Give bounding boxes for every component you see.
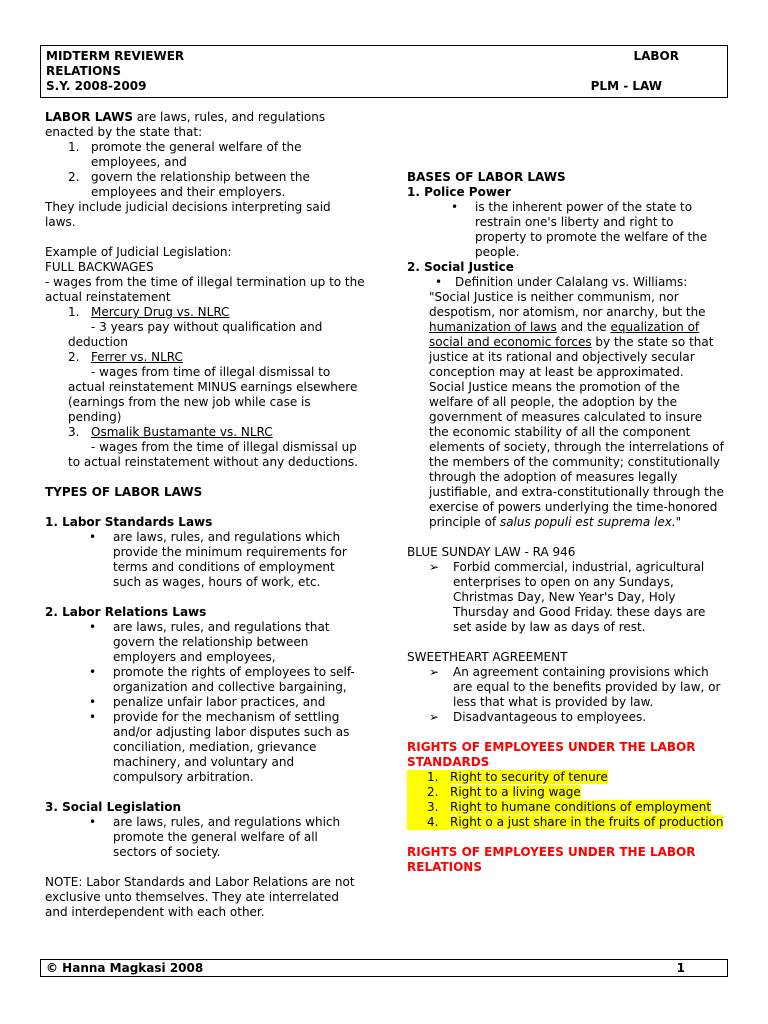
intro-text: are laws, rules, and regulations enacted by the state that: (45, 110, 326, 139)
list-item: • is the inherent power of the state to restrain one's liberty and right to property to promote the welfare of the people. (451, 200, 708, 259)
page-header (40, 45, 728, 98)
police-power-title: 1. Police Power (407, 185, 511, 199)
right-item: 4. Right o a just share in the fruits of production (407, 815, 725, 830)
bases-heading: BASES OF LABOR LAWS (407, 170, 566, 184)
list-item: • provide for the mechanism of settling and/or adjusting labor disputes such as conciliation, mediation, grievance machinery, and voluntary and compulsory arbitration. (89, 710, 350, 784)
case-item: 1. Mercury Drug vs. NLRC (45, 305, 365, 320)
header-title: MIDTERM REVIEWER (46, 49, 185, 63)
case-item: 2. Ferrer vs. NLRC (45, 350, 365, 365)
page-number: 1 (676, 961, 685, 975)
case-title: Osmalik Bustamante vs. NLRC (91, 425, 273, 439)
list-item: ➢ Forbid commercial, industrial, agricultural enterprises to open on any Sundays, Christmas Day, New Year's Day, Holy Thursday and Good Friday. these days are set aside by law as days of rest. (407, 560, 725, 635)
list-item: • Definition under Calalang vs. Williams: (435, 275, 688, 289)
list-item: • penalize unfair labor practices, and (89, 695, 326, 709)
header-school-year: S.Y. 2008-2009 (46, 79, 147, 93)
intro-tail: They include judicial decisions interpreting said laws. (45, 200, 331, 229)
case-desc: - wages from time of illegal dismissal to actual reinstatement MINUS earnings elsewhere (earnings from the new job while case is pending) (68, 365, 358, 424)
list-item: ➢ An agreement containing provisions which are equal to the benefits provided by law, or less that what is provided by law. (407, 665, 725, 710)
rights-relations-heading: RIGHTS OF EMPLOYEES UNDER THE LABOR RELATIONS (407, 845, 696, 874)
page-footer (40, 959, 728, 977)
case-title: Ferrer vs. NLRC (91, 350, 183, 364)
type-title: 2. Labor Relations Laws (45, 605, 207, 619)
footer-copyright: © Hanna Magkasi 2008 (46, 961, 204, 975)
social-justice-quote: "Social Justice is neither communism, nor despotism, nor atomism, nor anarchy, but the humanization of laws and the equalization of social and economic forces by the state so that justice at its rational and objectively secular conception may at least be approximated. Social Justice means the promotion of the welfare of all people, the adoption by the government of measures calculated to insure the economic stability of all the component elements of society, through the interrelations of the members of the community; constitutionally through the adoption of measures legally justifiable, and extra-constitutionally through the exercise of powers underlying the time-honored principle of salus populi est suprema lex." (429, 290, 724, 529)
right-item: 3. Right to humane conditions of employment (407, 800, 725, 815)
right-item: 2. Right to a living wage (407, 785, 725, 800)
case-item: 3. Osmalik Bustamante vs. NLRC (45, 425, 365, 440)
type-title: 3. Social Legislation (45, 800, 182, 814)
header-subject-cont: RELATIONS (46, 64, 121, 78)
sweetheart-heading: SWEETHEART AGREEMENT (407, 650, 568, 664)
case-title: Mercury Drug vs. NLRC (91, 305, 230, 319)
list-item: • are laws, rules, and regulations which promote the general welfare of all sectors of society. (89, 815, 341, 859)
rights-standards-heading: RIGHTS OF EMPLOYEES UNDER THE LABOR STANDARDS (407, 740, 696, 769)
right-item: 1. Right to security of tenure (407, 770, 725, 785)
types-heading: TYPES OF LABOR LAWS (45, 485, 203, 499)
arrow-bullet-icon: ➢ (429, 710, 440, 724)
backwages-desc: - wages from the time of illegal termination up to the actual reinstatement (45, 275, 365, 304)
note-paragraph: NOTE: Labor Standards and Labor Relations are not exclusive unto themselves. They ate interrelated and interdependent with each other. (45, 875, 355, 919)
type-title: 1. Labor Standards Laws (45, 515, 213, 529)
list-item: • are laws, rules, and regulations which provide the minimum requirements for terms and conditions of employment such as wages, hours of work, etc. (89, 530, 347, 589)
arrow-bullet-icon: ➢ (429, 560, 440, 574)
left-column (45, 110, 365, 920)
backwages-heading: FULL BACKWAGES (45, 260, 154, 274)
list-item: ➢ Disadvantageous to employees. (407, 710, 725, 725)
case-desc: - wages from the time of illegal dismissal up to actual reinstatement without any deductions. (68, 440, 358, 469)
header-subject: LABOR (633, 49, 679, 63)
list-item: • promote the rights of employees to self-organization and collective bargaining, (89, 665, 355, 694)
intro-paragraph (45, 110, 365, 140)
header-school: PLM - LAW (590, 79, 662, 93)
arrow-bullet-icon: ➢ (429, 665, 440, 679)
blue-sunday-heading: BLUE SUNDAY LAW - RA 946 (407, 545, 576, 559)
intro-term: LABOR LAWS (45, 110, 133, 124)
intro-item: 1. promote the general welfare of the employees, and (68, 140, 302, 169)
case-desc: - 3 years pay without qualification and deduction (68, 320, 323, 349)
intro-item: 2. govern the relationship between the employees and their employers. (68, 170, 310, 199)
example-heading: Example of Judicial Legislation: (45, 245, 232, 259)
right-column (407, 170, 725, 875)
list-item: • are laws, rules, and regulations that govern the relationship between employers and employees, (89, 620, 330, 664)
social-justice-title: 2. Social Justice (407, 260, 514, 274)
